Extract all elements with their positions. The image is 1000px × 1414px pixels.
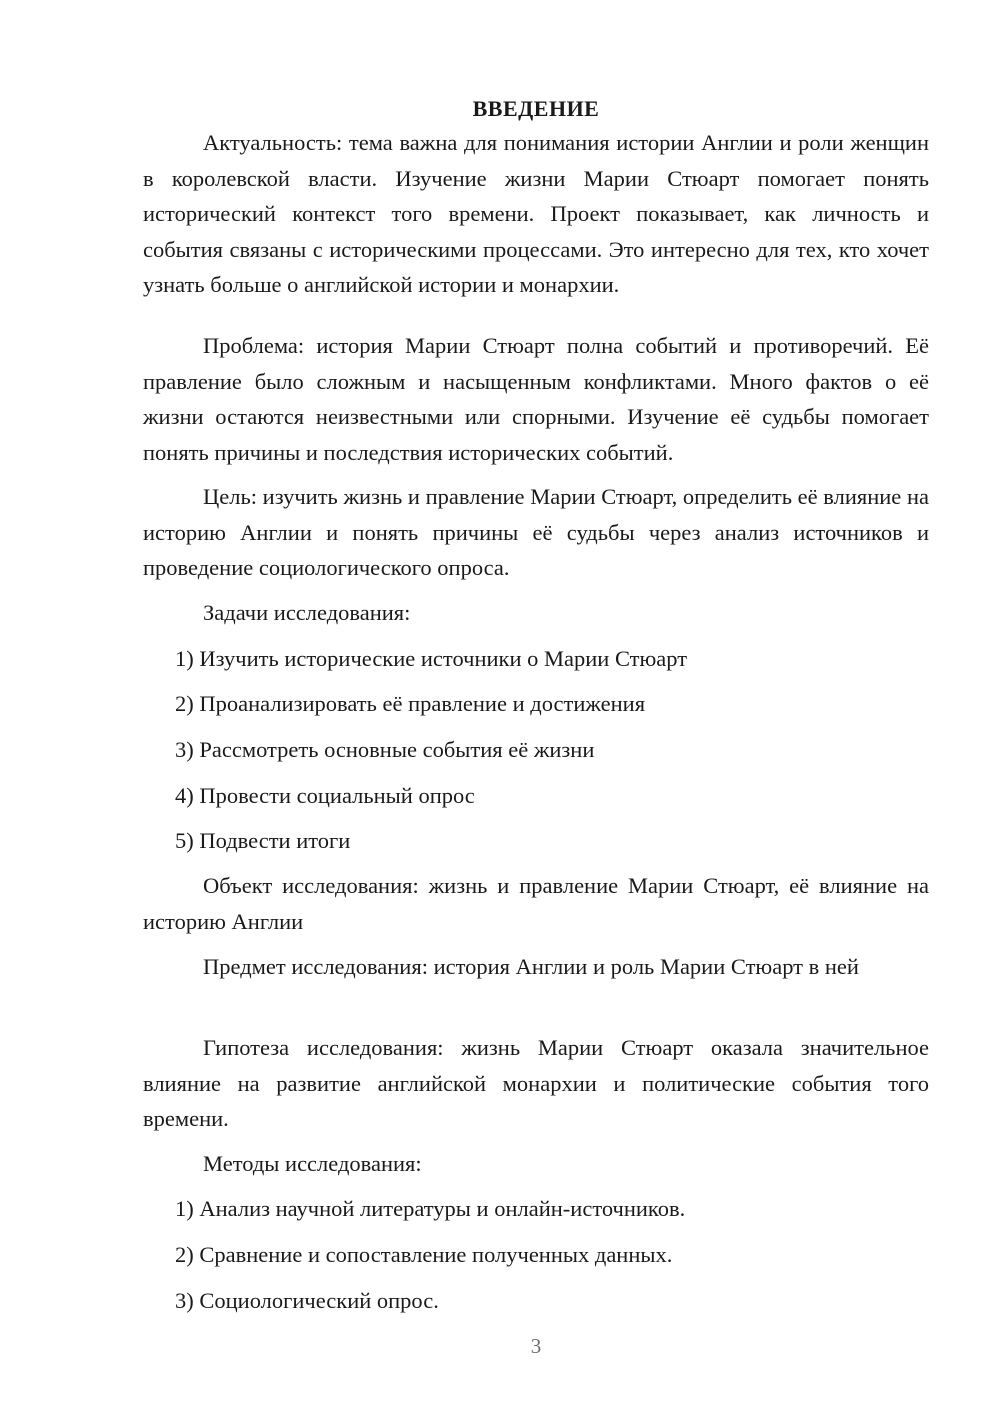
task-item: 2) Проанализировать её правление и достижения [175,691,646,716]
task-item: 4) Провести социальный опрос [175,783,475,808]
page-number: 3 [530,1334,542,1358]
method-item: 1) Анализ научной литературы и онлайн-источников. [175,1196,686,1221]
task-item: 3) Рассмотреть основные события её жизни [175,737,595,762]
paragraph-hypothesis: Гипотеза исследования: жизнь Марии Стюарт оказала значительное влияние на развитие английской монархии и политические события того времени. [143,1035,929,1131]
paragraph-relevance: Актуальность: тема важна для понимания истории Англии и роли женщин в королевской власти. Изучение жизни Марии Стюарт помогает понять исторический контекст того времени. Проект показывает, как личность и события связаны с историческими процессами. Это интересно для тех, кто хочет узнать больше о английской истории и монархии. [143,130,929,297]
paragraph-problem: Проблема: история Марии Стюарт полна событий и противоречий. Её правление было сложным и насыщенным конфликтами. Много фактов о её жизни остаются неизвестными или спорными. Изучение её судьбы помогает понять причины и последствия исторических событий. [143,333,929,465]
task-item: 1) Изучить исторические источники о Марии Стюарт [175,646,688,671]
tasks-label: Задачи исследования: [203,600,411,625]
methods-label: Методы исследования: [203,1151,422,1176]
paragraph-subject: Предмет исследования: история Англии и роль Марии Стюарт в ней [203,954,859,979]
section-heading: ВВЕДЕНИЕ [472,96,600,121]
paragraph-goal: Цель: изучить жизнь и правление Марии Стюарт, определить её влияние на историю Англии и понять причины её судьбы через анализ источников и проведение социологического опроса. [143,484,929,580]
task-item: 5) Подвести итоги [175,828,351,853]
document-page [143,0,929,1414]
method-item: 2) Сравнение и сопоставление полученных данных. [175,1242,673,1267]
paragraph-object: Объект исследования: жизнь и правление Марии Стюарт, её влияние на историю Англии [143,873,929,934]
method-item: 3) Социологический опрос. [175,1288,439,1313]
